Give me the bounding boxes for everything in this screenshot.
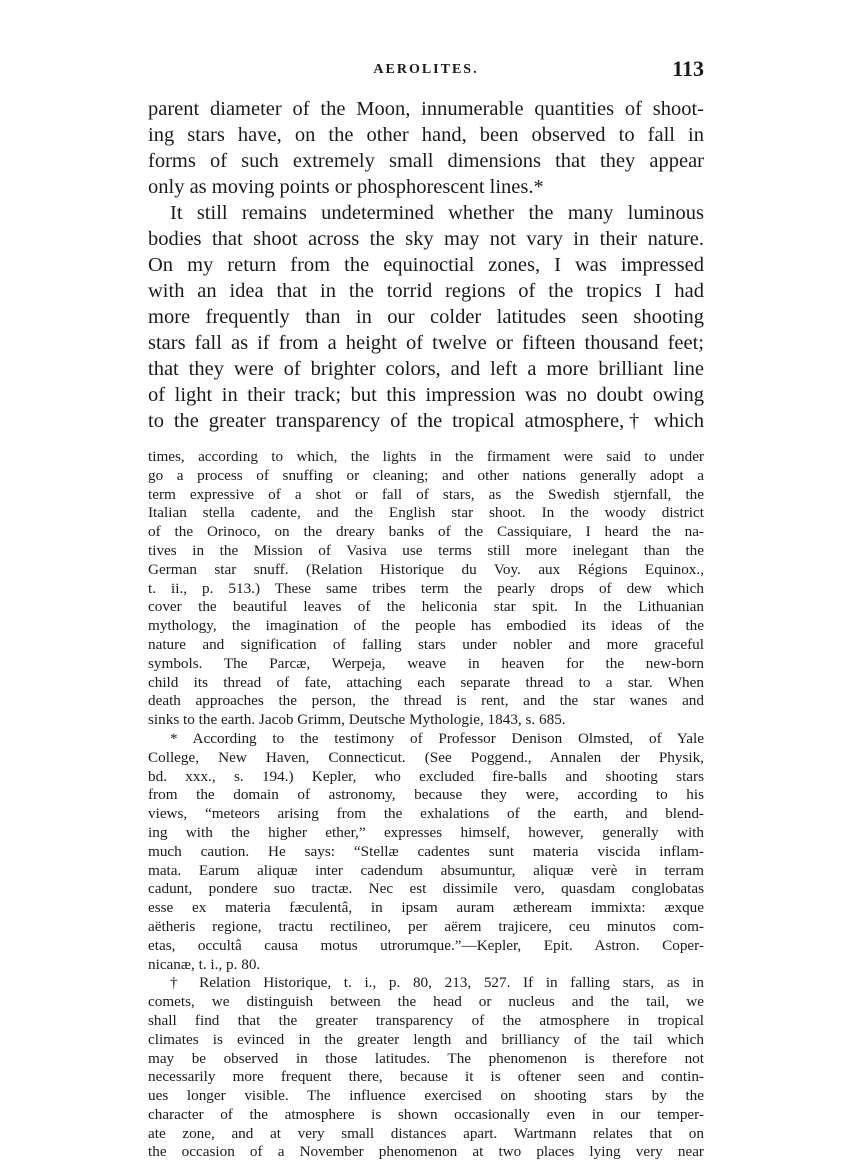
- footnote-line: etas, occultâ causa motus utrorumque.”—Kepler, Epit. Astron. Coper-: [148, 936, 704, 954]
- footnote-line: may be observed in those latitudes. The phenomenon is therefore not: [148, 1049, 704, 1067]
- text-line: stars fall as if from a height of twelve or fifteen thousand feet;: [148, 332, 704, 354]
- footnote-line: necessarily more frequent there, because it is oftener seen and contin-: [148, 1068, 704, 1086]
- footnote-line: ing with the higher ether,” expresses himself, however, generally with: [148, 823, 704, 841]
- footnote-line: German star snuff. (Relation Historique du Voy. aux Régions Equinox.,: [148, 560, 704, 578]
- footnotes: [148, 448, 704, 1162]
- footnote-line: cover the beautiful leaves of the heliconia star spit. In the Lithuanian: [148, 598, 704, 616]
- footnote-line: tives in the Mission of Vasiva use terms still more inelegant than the: [148, 541, 704, 559]
- book-page: [148, 56, 704, 1162]
- page-number: 113: [672, 56, 704, 81]
- footnote-line: nature and signification of falling stars under nobler and more graceful: [148, 635, 704, 653]
- text-line: bodies that shoot across the sky may not vary in their nature.: [148, 228, 704, 250]
- footnote-line: climates is evinced in the greater length and brilliancy of the tail which: [148, 1030, 704, 1048]
- footnote-line: College, New Haven, Connecticut. (See Poggend., Annalen der Physik,: [148, 748, 704, 766]
- text-line: with an idea that in the torrid regions of the tropics I had: [148, 280, 704, 302]
- footnote-line: Italian stella cadente, and the English star shoot. In the woody district: [148, 504, 704, 522]
- footnote-line: character of the atmosphere is shown occasionally even in our temper-: [148, 1105, 704, 1123]
- footnote-line: shall find that the greater transparency of the atmosphere in tropical: [148, 1011, 704, 1029]
- footnote-line: views, “meteors arising from the exhalations of the earth, and blend-: [148, 805, 704, 823]
- footnote-line: cadunt, pondere suo tractæ. Nec est dissimile vero, quasdam conglobatas: [148, 880, 704, 898]
- footnote-line: symbols. The Parcæ, Werpeja, weave in heaven for the new-born: [148, 654, 704, 672]
- text-line: that they were of brighter colors, and left a more brilliant line: [148, 358, 704, 380]
- footnote-line: mythology, the imagination of the people has embodied its ideas of the: [148, 617, 704, 635]
- text-line: parent diameter of the Moon, innumerable quantities of shoot-: [148, 98, 704, 120]
- footnote-line: * According to the testimony of Professor Denison Olmsted, of Yale: [170, 729, 704, 747]
- footnote-line: sinks to the earth. Jacob Grimm, Deutsche Mythologie, 1843, s. 685.: [148, 711, 566, 729]
- footnote-line: times, according to which, the lights in the firmament were said to under: [148, 448, 704, 465]
- text-line: On my return from the equinoctial zones, I was impressed: [148, 254, 704, 276]
- footnote-line: death approaches the person, the thread is rent, and the star wanes and: [148, 692, 704, 710]
- footnote-line: mata. Earum aliquæ inter cadendum absumuntur, aliquæ verè in terram: [148, 861, 704, 879]
- main-text: [148, 96, 704, 434]
- footnote-line: from the domain of astronomy, because they were, according to his: [148, 786, 704, 804]
- text-line: only as moving points or phosphorescent lines.*: [148, 176, 544, 198]
- footnote-line: go a process of snuffing or cleaning; and other nations generally adopt a: [148, 466, 704, 484]
- footnote-line: aëtheris regione, tractu rectilineo, per aërem trajicere, ceu minutos com-: [148, 917, 704, 935]
- page-header: [148, 56, 704, 86]
- footnote-line: child its thread of fate, attaching each separate thread to a star. When: [148, 673, 704, 691]
- footnote-line: esse ex materia fæculentâ, in ipsam auram ætheream immixta: æxque: [148, 899, 704, 917]
- footnote-line: bd. xxx., s. 194.) Kepler, who excluded fire-balls and shooting stars: [148, 767, 704, 785]
- text-line: of light in their track; but this impression was no doubt owing: [148, 384, 704, 406]
- footnote-line: ate zone, and at very small distances apart. Wartmann relates that on: [148, 1124, 704, 1142]
- text-line: It still remains undetermined whether the many luminous: [170, 202, 704, 224]
- text-line: ing stars have, on the other hand, been observed to fall in: [148, 124, 704, 146]
- footnote-line: t. ii., p. 513.) These same tribes term the pearly drops of dew which: [148, 579, 704, 597]
- text-line: more frequently than in our colder latitudes seen shooting: [148, 306, 704, 328]
- running-title: AEROLITES.: [373, 62, 479, 77]
- footnote-line: † Relation Historique, t. i., p. 80, 213, 527. If in falling stars, as in: [170, 974, 704, 992]
- text-line: forms of such extremely small dimensions that they appear: [148, 150, 704, 172]
- footnote-line: the occasion of a November phenomenon at two places lying very near: [148, 1143, 704, 1161]
- footnote-line: much caution. He says: “Stellæ cadentes sunt materia viscida inflam-: [148, 842, 704, 860]
- footnote-line: nicanæ, t. i., p. 80.: [148, 955, 261, 973]
- footnote-line: term expressive of a shot or fall of stars, as the Swedish stjernfall, the: [148, 485, 704, 503]
- footnote-line: of the Orinoco, on the dreary banks of the Cassiquiare, I heard the na-: [148, 523, 704, 541]
- footnote-line: ues longer visible. The influence exercised on shooting stars by the: [148, 1087, 704, 1105]
- text-line: to the greater transparency of the tropical atmosphere,† which: [148, 410, 704, 432]
- footnote-line: comets, we distinguish between the head or nucleus and the tail, we: [148, 993, 704, 1011]
